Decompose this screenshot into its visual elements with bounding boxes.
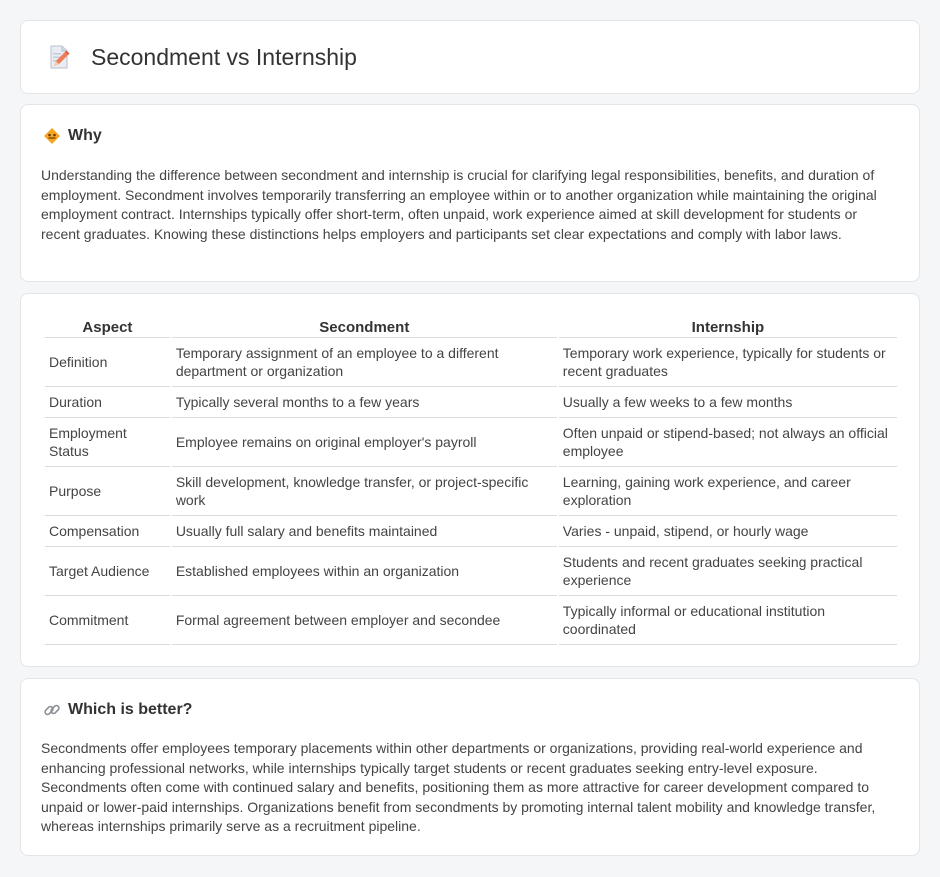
table-row: [45, 467, 897, 516]
comparison-card: [20, 293, 920, 667]
why-heading: Why: [68, 127, 102, 144]
cell-secondment: Employee remains on original employer's payroll: [172, 418, 557, 467]
cell-aspect: Commitment: [45, 596, 170, 645]
title-row: [45, 43, 357, 71]
table-row: [45, 516, 897, 547]
cell-aspect: Employment Status: [45, 418, 170, 467]
why-card: [20, 104, 920, 282]
link-icon: [43, 701, 61, 719]
cell-aspect: Compensation: [45, 516, 170, 547]
cell-secondment: Typically several months to a few years: [172, 387, 557, 418]
why-heading-row: [43, 127, 102, 145]
table-row: [45, 338, 897, 387]
cell-aspect: Target Audience: [45, 547, 170, 596]
page-title: Secondment vs Internship: [91, 43, 357, 70]
table-row: [45, 387, 897, 418]
better-text: Secondments offer employees temporary placements within other departments or organizations, providing real-world experience and enhancing professional networks, while internships typically target students or recent graduates seeking entry-level exposure. Secondments often come with continued salary and benefits, positioning them as more attractive for career development compared to unpaid or lower-paid internships. Organizations benefit from secondments by promoting internal talent mobility and knowledge transfer, whereas internships primarily serve as a recruitment pipeline.: [41, 740, 876, 834]
table-header-row: [45, 316, 897, 338]
cell-secondment: Formal agreement between employer and secondee: [172, 596, 557, 645]
table-row: [45, 418, 897, 467]
table-row: [45, 547, 897, 596]
cell-secondment: Temporary assignment of an employee to a different department or organization: [172, 338, 557, 387]
better-heading: Which is better?: [68, 701, 193, 718]
cell-aspect: Duration: [45, 387, 170, 418]
cell-internship: Learning, gaining work experience, and career exploration: [559, 467, 897, 516]
header-secondment: Secondment: [172, 316, 557, 338]
cell-aspect: Definition: [45, 338, 170, 387]
cell-internship: Usually a few weeks to a few months: [559, 387, 897, 418]
diamond-warning-icon: [43, 127, 61, 145]
comparison-table: [43, 316, 899, 645]
cell-secondment: Usually full salary and benefits maintained: [172, 516, 557, 547]
better-card: [20, 678, 920, 856]
header-internship: Internship: [559, 316, 897, 338]
cell-secondment: Established employees within an organization: [172, 547, 557, 596]
cell-internship: Often unpaid or stipend-based; not always an official employee: [559, 418, 897, 467]
cell-internship: Varies - unpaid, stipend, or hourly wage: [559, 516, 897, 547]
better-heading-row: [43, 701, 192, 719]
title-card: [20, 20, 920, 94]
cell-internship: Students and recent graduates seeking practical experience: [559, 547, 897, 596]
document-edit-icon: [45, 43, 73, 71]
cell-aspect: Purpose: [45, 467, 170, 516]
cell-internship: Typically informal or educational institution coordinated: [559, 596, 897, 645]
cell-secondment: Skill development, knowledge transfer, or project-specific work: [172, 467, 557, 516]
why-text: Understanding the difference between secondment and internship is crucial for clarifying legal responsibilities, benefits, and duration of employment. Secondment involves temporarily transferring an employee within or to another organization while maintaining the original employment contract. Internships typically offer short-term, often unpaid, work experience aimed at skill development for students or recent graduates. Knowing these distinctions helps employers and participants set clear expectations and comply with labor laws.: [41, 167, 877, 242]
cell-internship: Temporary work experience, typically for students or recent graduates: [559, 338, 897, 387]
header-aspect: Aspect: [45, 316, 170, 338]
table-row: [45, 596, 897, 645]
